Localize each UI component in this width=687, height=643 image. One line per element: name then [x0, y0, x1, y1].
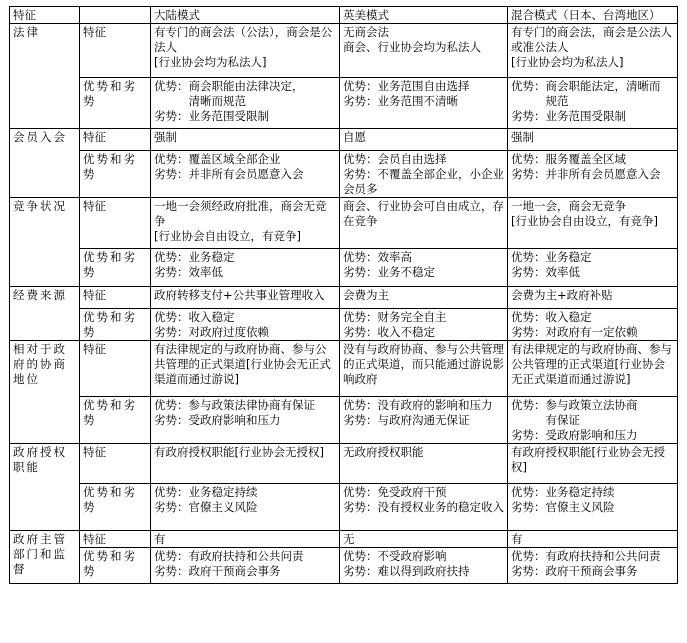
anglo-pros-cell [340, 78, 508, 129]
cell-text-line: 劣势：官僚主义风险 [511, 500, 615, 514]
cell-text-line: 有法律规定的与政府协商、参与公共管理的正式渠道[行业协会无正式渠道而通过游说] [154, 342, 331, 386]
cell-text-line: 劣势：没有授权业务的稳定收入 [343, 500, 504, 514]
cell-text-line: 劣势：政府干预商会事务 [511, 564, 638, 578]
category-cell: 经费来源 [10, 287, 80, 341]
table-row [10, 341, 678, 397]
cell-text-line: 优势：财务完全自主 [343, 310, 447, 324]
pros-cons-label-cell: 优势和劣势 [80, 548, 151, 584]
table-row [10, 249, 678, 287]
table-row [10, 24, 678, 78]
cell-text-line: 劣势：受政府影响和压力 [154, 413, 281, 427]
cell-text-line: 一地一会，商会无竞争 [511, 199, 626, 213]
cell-text-line: 有法律规定的与政府协商、参与公共管理的正式渠道[行业协会无正式渠道而通过游说] [511, 342, 672, 386]
mixed-feature-cell [508, 24, 678, 78]
category-cell: 政府授权职能 [10, 444, 80, 531]
table-row [10, 309, 678, 341]
cell-text-line: 劣势：业务范围受限制 [154, 109, 269, 123]
mainland-feature-cell [151, 444, 340, 484]
table-row [10, 397, 678, 444]
table-row [10, 129, 678, 151]
cell-text-line: 优势：收入稳定 [154, 310, 235, 324]
category-cell: 相对于政府的协商地位 [10, 341, 80, 444]
mixed-pros-cell [508, 309, 678, 341]
category-cell: 法律 [10, 24, 80, 129]
cell-text-line: 劣势：并非所有会员愿意入会 [511, 167, 661, 181]
cell-text-line: 强制 [154, 130, 177, 144]
pros-cons-label-cell: 优势和劣势 [80, 249, 151, 287]
pros-cons-label-cell: 优势和劣势 [80, 484, 151, 531]
cell-text-line: 优势：有政府扶持和公共问责 [154, 549, 304, 563]
mixed-pros-cell [508, 397, 678, 444]
anglo-feature-cell [340, 444, 508, 484]
feature-label-cell: 特征 [80, 444, 151, 484]
cell-text-line: 优势：有政府扶持和公共问责 [511, 549, 661, 563]
mixed-pros-cell [508, 151, 678, 198]
cell-text-line: 有保证 [511, 413, 580, 427]
cell-text-line: 优势：业务稳定持续 [511, 485, 615, 499]
cell-text-line: 清晰而规范 [154, 94, 246, 108]
cell-text-line: 商会、行业协会均为私法人 [343, 40, 481, 54]
feature-label-cell: 特征 [80, 129, 151, 151]
table-row [10, 548, 678, 584]
cell-text-line: 优势：会员自由选择 [343, 152, 447, 166]
mainland-pros-cell [151, 484, 340, 531]
cell-text-line: 优势：商会职能由法律决定， [154, 79, 304, 93]
cell-text-line: 优势：业务范围自由选择 [343, 79, 470, 93]
comparison-table-wrapper [9, 6, 678, 584]
pros-cons-label-cell: 优势和劣势 [80, 309, 151, 341]
mainland-feature-cell [151, 287, 340, 309]
cell-text-line: 规范 [511, 94, 569, 108]
mainland-feature-cell [151, 24, 340, 78]
cell-text-line: [行业协会均为私法人] [511, 55, 624, 69]
anglo-pros-cell [340, 397, 508, 444]
cell-text-line: 优势：不受政府影响 [343, 549, 447, 563]
cell-text-line: 优势：业务稳定持续 [154, 485, 258, 499]
mainland-pros-cell [151, 151, 340, 198]
category-cell: 会员入会 [10, 129, 80, 198]
table-row [10, 531, 678, 548]
category-cell: 竞争状况 [10, 198, 80, 287]
cell-text-line: 优势：业务稳定 [154, 250, 235, 264]
cell-text-line: 劣势：对政府有一定依赖 [511, 325, 638, 339]
mixed-pros-cell [508, 484, 678, 531]
pros-cons-label-cell: 优势和劣势 [80, 397, 151, 444]
cell-text-line: 劣势：业务不稳定 [343, 265, 435, 279]
cell-text-line: 劣势：政府干预商会事务 [154, 564, 281, 578]
cell-text-line: 优势：参与政策法律协商有保证 [154, 398, 315, 412]
header-mixed-model: 混合模式（日本、台湾地区） [508, 7, 678, 24]
cell-text-line: 劣势：业务范围受限制 [511, 109, 626, 123]
cell-text-line: 劣势：对政府过度依赖 [154, 325, 269, 339]
table-row [10, 78, 678, 129]
cell-text-line: 劣势：收入不稳定 [343, 325, 435, 339]
table-row [10, 484, 678, 531]
header-row [10, 7, 678, 24]
anglo-feature-cell [340, 341, 508, 397]
feature-label-cell: 特征 [80, 198, 151, 249]
cell-text-line: 劣势：效率低 [511, 265, 580, 279]
cell-text-line: 劣势：受政府影响和压力 [511, 428, 638, 442]
mainland-feature-cell [151, 531, 340, 548]
anglo-pros-cell [340, 484, 508, 531]
cell-text-line: 优势：参与政策立法协商 [511, 398, 638, 412]
pros-cons-label-cell: 优势和劣势 [80, 151, 151, 198]
cell-text-line: 优势：收入稳定 [511, 310, 592, 324]
cell-text-line: 劣势：并非所有会员愿意入会 [154, 167, 304, 181]
cell-text-line: 劣势：与政府沟通无保证 [343, 413, 470, 427]
mixed-feature-cell [508, 341, 678, 397]
cell-text-line: 优势：业务稳定 [511, 250, 592, 264]
cell-text-line: 政府转移支付+公共事业管理收入 [154, 288, 325, 302]
table-row [10, 287, 678, 309]
header-feature: 特征 [10, 7, 80, 24]
cell-text-line: 商会、行业协会可自由成立，存在竞争 [343, 199, 504, 228]
mainland-feature-cell [151, 341, 340, 397]
cell-text-line: 优势：效率高 [343, 250, 412, 264]
pros-cons-label-cell: 优势和劣势 [80, 78, 151, 129]
cell-text-line: [行业协会自由设立，有竞争] [154, 229, 301, 243]
cell-text-line: [行业协会均为私法人] [154, 55, 267, 69]
cell-text-line: 劣势：官僚主义风险 [154, 500, 258, 514]
mainland-pros-cell [151, 249, 340, 287]
mainland-pros-cell [151, 397, 340, 444]
table-body [10, 24, 678, 584]
anglo-feature-cell [340, 531, 508, 548]
cell-text-line: 没有与政府协商、参与公共管理的正式渠道，而只能通过游说影响政府 [343, 342, 504, 386]
anglo-feature-cell [340, 24, 508, 78]
cell-text-line: 有 [511, 532, 523, 546]
cell-text-line: 会费为主 [343, 288, 389, 302]
mainland-pros-cell [151, 78, 340, 129]
category-cell: 政府主管部门和监督 [10, 531, 80, 584]
anglo-feature-cell [340, 287, 508, 309]
cell-text-line: 有政府授权职能[行业协会无授权] [511, 445, 665, 474]
cell-text-line: 无 [343, 532, 355, 546]
cell-text-line: 优势：商会职能法定，清晰而 [511, 79, 661, 93]
mainland-feature-cell [151, 129, 340, 151]
feature-label-cell: 特征 [80, 24, 151, 78]
mainland-pros-cell [151, 309, 340, 341]
mixed-feature-cell [508, 198, 678, 249]
anglo-pros-cell [340, 309, 508, 341]
anglo-feature-cell [340, 129, 508, 151]
mixed-feature-cell [508, 129, 678, 151]
cell-text-line: 有 [154, 532, 166, 546]
table-row [10, 198, 678, 249]
cell-text-line: 劣势：不覆盖全部企业，小企业会员多 [343, 167, 504, 196]
table-row [10, 444, 678, 484]
mixed-feature-cell [508, 444, 678, 484]
mixed-pros-cell [508, 249, 678, 287]
cell-text-line: 劣势：效率低 [154, 265, 223, 279]
cell-text-line: 优势：免受政府干预 [343, 485, 447, 499]
anglo-feature-cell [340, 198, 508, 249]
mainland-feature-cell [151, 198, 340, 249]
mixed-pros-cell [508, 78, 678, 129]
feature-label-cell: 特征 [80, 531, 151, 548]
comparison-table [9, 6, 678, 584]
cell-text-line: 自愿 [343, 130, 366, 144]
mixed-pros-cell [508, 548, 678, 584]
header-blank [80, 7, 151, 24]
anglo-pros-cell [340, 151, 508, 198]
header-anglo-model: 英美模式 [340, 7, 508, 24]
feature-label-cell: 特征 [80, 287, 151, 309]
cell-text-line: 劣势：难以得到政府扶持 [343, 564, 470, 578]
cell-text-line: 优势：覆盖区域全部企业 [154, 152, 281, 166]
cell-text-line: [行业协会自由设立，有竞争] [511, 214, 658, 228]
table-row [10, 151, 678, 198]
cell-text-line: 优势：服务覆盖全区域 [511, 152, 626, 166]
cell-text-line: 强制 [511, 130, 534, 144]
cell-text-line: 有专门的商会法，商会是公法人或准公法人 [511, 25, 672, 54]
header-mainland-model: 大陆模式 [151, 7, 340, 24]
cell-text-line: 优势：没有政府的影响和压力 [343, 398, 493, 412]
cell-text-line: 有专门的商会法（公法），商会是公法人 [154, 25, 333, 54]
feature-label-cell: 特征 [80, 341, 151, 397]
cell-text-line: 有政府授权职能[行业协会无授权] [154, 445, 324, 459]
anglo-pros-cell [340, 249, 508, 287]
mainland-pros-cell [151, 548, 340, 584]
cell-text-line: 劣势：业务范围不清晰 [343, 94, 458, 108]
cell-text-line: 会费为主+政府补贴 [511, 288, 613, 302]
mixed-feature-cell [508, 531, 678, 548]
cell-text-line: 一地一会须经政府批准，商会无竞争 [154, 199, 327, 228]
mixed-feature-cell [508, 287, 678, 309]
cell-text-line: 无政府授权职能 [343, 445, 424, 459]
cell-text-line: 无商会法 [343, 25, 389, 39]
anglo-pros-cell [340, 548, 508, 584]
